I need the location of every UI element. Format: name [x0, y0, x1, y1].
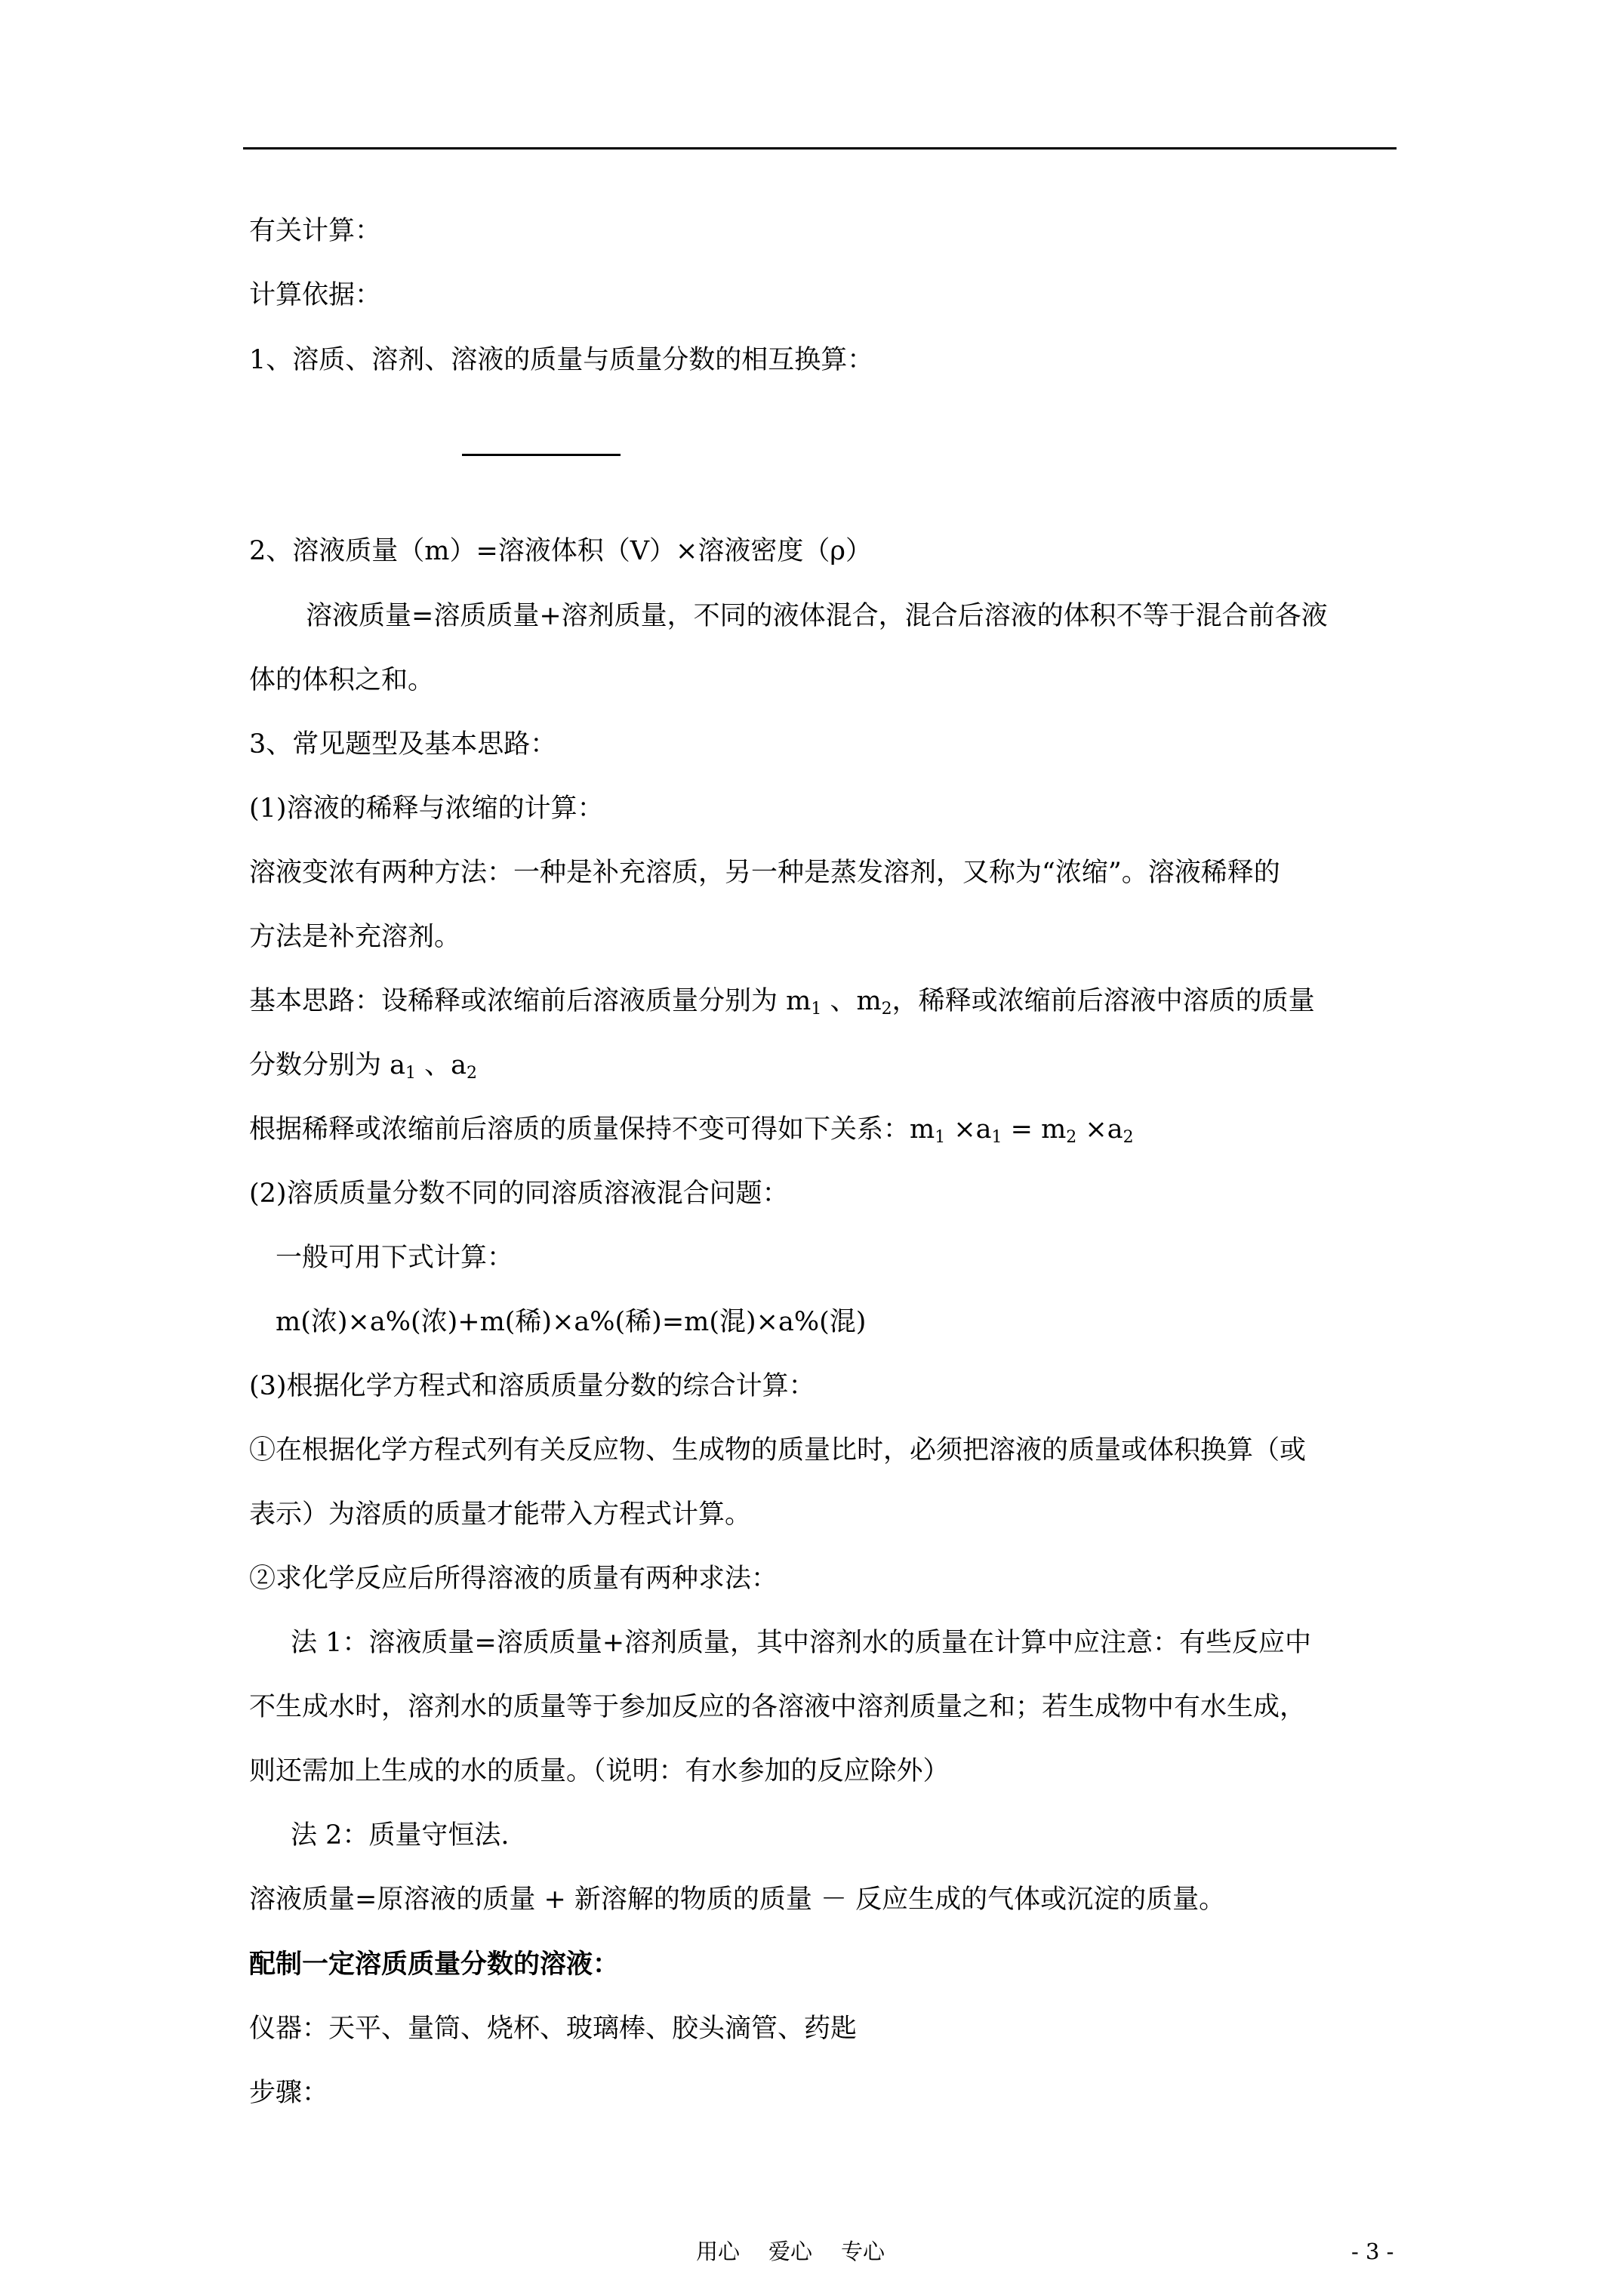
method-1-line-2: 不生成水时，溶剂水的质量等于参加反应的各溶液中溶剂质量之和；若生成物中有水生成，: [249, 1692, 1307, 1722]
heading-preparation: 配制一定溶质质量分数的溶液：: [249, 1949, 620, 1980]
item-1-conversion: 1、溶质、溶剂、溶液的质量与质量分数的相互换算：: [249, 345, 874, 375]
formula-fraction-bar: [462, 454, 621, 456]
subheading-equation-calc: (3)根据化学方程式和溶质质量分数的综合计算：: [249, 1371, 815, 1401]
footer-motto: [696, 2236, 913, 2267]
paragraph-approach-line-2: 分数分别为 $a_1$ 、$a_2$: [249, 1050, 477, 1083]
page-number: - 3 -: [1351, 2239, 1394, 2264]
item-2-mass-formula: 2、溶液质量（m）=溶液体积（V）×溶液密度（ρ）: [249, 536, 872, 566]
point-1-line-2: 表示）为溶质的质量才能带入方程式计算。: [249, 1499, 752, 1530]
item-3-problem-types: 3、常见题型及基本思路：: [249, 729, 557, 760]
method-1-line-1: 法 1：溶液质量=溶质质量+溶剂质量，其中溶剂水的质量在计算中应注意：有些反应中: [291, 1628, 1312, 1658]
subheading-mixing: (2)溶质质量分数不同的同溶质溶液混合问题：: [249, 1179, 789, 1209]
footer-motto-2: 爱心: [768, 2239, 813, 2264]
mixing-formula: m(浓)×a%(浓)+m(稀)×a%(稀)=m(混)×a%(混): [276, 1307, 867, 1337]
header-rule: [243, 147, 1397, 149]
method-1-line-3: 则还需加上生成的水的质量。（说明：有水参加的反应除外）: [249, 1756, 950, 1786]
footer-motto-3: 专心: [841, 2239, 885, 2264]
paragraph-mixing-line-2: 体的体积之和。: [249, 665, 435, 695]
subheading-dilution: (1)溶液的稀释与浓缩的计算：: [249, 794, 604, 824]
mass-conservation-formula: 溶液质量=原溶液的质量 + 新溶解的物质的质量 － 反应生成的气体或沉淀的质量。: [249, 1885, 1226, 1915]
mixing-intro: 一般可用下式计算：: [276, 1243, 514, 1273]
paragraph-concentrate-line-2: 方法是补充溶剂。: [249, 922, 461, 952]
method-2: 法 2：质量守恒法.: [291, 1820, 510, 1851]
heading-calculations: 有关计算：: [249, 216, 382, 246]
paragraph-mixing-line-1: 溶液质量=溶质质量+溶剂质量，不同的液体混合，混合后溶液的体积不等于混合前各液: [306, 601, 1328, 631]
dilution-relation: 根据稀释或浓缩前后溶质的质量保持不变可得如下关系：$m_1 \times a_1 = m_2 \times a_2$: [249, 1114, 1134, 1147]
heading-basis: 计算依据：: [249, 280, 382, 310]
paragraph-concentrate-line-1: 溶液变浓有两种方法：一种是补充溶质，另一种是蒸发溶剂，又称为“浓缩”。溶液稀释的: [249, 858, 1280, 888]
instruments-list: 仪器：天平、量筒、烧杯、玻璃棒、胶头滴管、药匙: [249, 2014, 858, 2044]
paragraph-approach-line-1: 基本思路：设稀释或浓缩前后溶液质量分别为 $m_1$ 、$m_2$，稀释或浓缩前后溶液中溶质的质量: [249, 986, 1315, 1019]
point-2: ②求化学反应后所得溶液的质量有两种求法：: [249, 1564, 778, 1594]
footer-motto-1: 用心: [696, 2239, 741, 2264]
heading-steps: 步骤：: [249, 2078, 329, 2108]
point-1-line-1: ①在根据化学方程式列有关反应物、生成物的质量比时，必须把溶液的质量或体积换算（或: [249, 1435, 1307, 1465]
